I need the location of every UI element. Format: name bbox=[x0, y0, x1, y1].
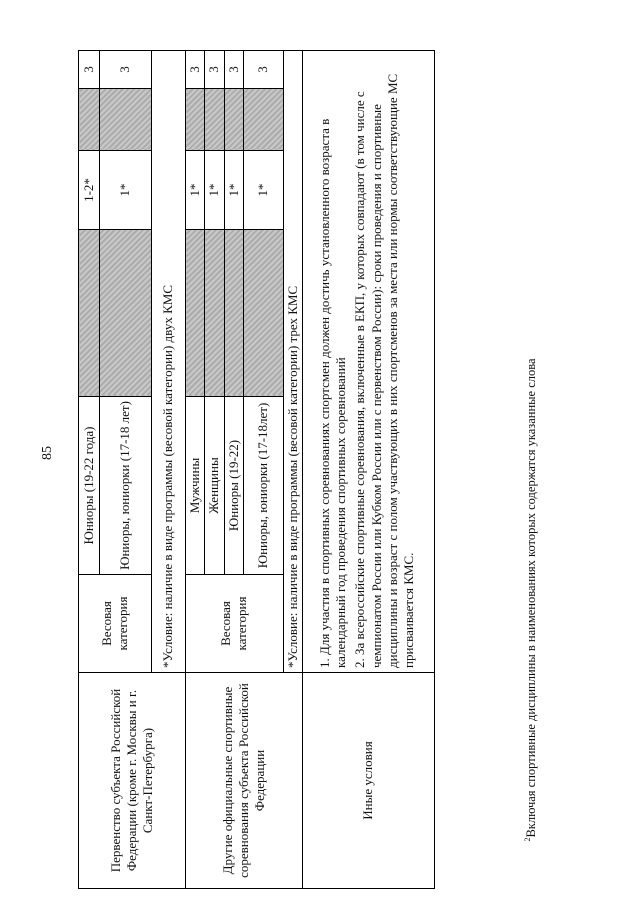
group-cell: Мужчины bbox=[186, 397, 205, 575]
condition-note: *Условие: наличие в виде программы (весовой категории) трех КМС bbox=[283, 51, 302, 673]
shaded-cell bbox=[100, 89, 152, 151]
qty-cell: 3 bbox=[224, 51, 243, 89]
place-cell: 1* bbox=[186, 151, 205, 230]
table-row bbox=[79, 51, 100, 889]
other-condition-paragraph: 2. За всероссийские спортивные соревнования, включенные в ЕКП, у которых совпадают (в том числе с чемпионатом России или Кубком России или с первенством России): сроки проведения и спортивные дисциплины и возраст с полом участвующих в них спортсменов за места или нормы соответствующие МС присваивается КМС. bbox=[352, 73, 416, 668]
footnote-marker: 2 bbox=[522, 837, 532, 842]
shaded-cell bbox=[205, 89, 224, 151]
table-row bbox=[186, 51, 205, 889]
qualification-table bbox=[78, 50, 435, 889]
qty-cell: 3 bbox=[205, 51, 224, 89]
qty-cell: 3 bbox=[186, 51, 205, 89]
place-cell: 1-2* bbox=[79, 151, 100, 230]
competition-cell: Первенство субъекта Российской Федерации (кроме г. Москвы и г. Санкт-Петербурга) bbox=[79, 673, 186, 889]
shaded-cell bbox=[186, 230, 205, 397]
shaded-cell bbox=[79, 89, 100, 151]
shaded-cell bbox=[186, 89, 205, 151]
group-cell: Женщины bbox=[205, 397, 224, 575]
discipline-cell: Весовая категория bbox=[79, 575, 152, 673]
other-conditions-label: Иные условия bbox=[303, 673, 435, 889]
other-condition-paragraph: 1. Для участия в спортивных соревнованиях спортсмен должен достичь установленного возраста в календарный год проведения спортивных соревнований bbox=[316, 118, 348, 668]
place-cell: 1* bbox=[224, 151, 243, 230]
table-row bbox=[303, 51, 435, 889]
place-cell: 1* bbox=[100, 151, 152, 230]
footnote-text: Включая спортивные дисциплины в наименованиях которых содержатся указанные слова bbox=[524, 358, 539, 838]
qty-cell: 3 bbox=[243, 51, 283, 89]
other-conditions-text bbox=[303, 51, 435, 673]
qty-cell: 3 bbox=[100, 51, 152, 89]
shaded-cell bbox=[100, 230, 152, 397]
place-cell: 1* bbox=[205, 151, 224, 230]
group-cell: Юниоры, юниорки (17-18лет) bbox=[243, 397, 283, 575]
group-cell: Юниоры (19-22) bbox=[224, 397, 243, 575]
group-cell: Юниоры, юниорки (17-18 лет) bbox=[100, 397, 152, 575]
rotated-table-container bbox=[78, 51, 433, 889]
group-cell: Юниоры (19-22 года) bbox=[79, 397, 100, 575]
shaded-cell bbox=[243, 89, 283, 151]
shaded-cell bbox=[205, 230, 224, 397]
condition-note: *Условие: наличие в виде программы (весовой категории) двух КМС bbox=[152, 51, 186, 673]
shaded-cell bbox=[79, 230, 100, 397]
page-number: 85 bbox=[40, 446, 55, 460]
competition-cell: Другие официальные спортивные соревнования субъекта Российской Федерации bbox=[186, 673, 303, 889]
shaded-cell bbox=[224, 230, 243, 397]
discipline-cell: Весовая категория bbox=[186, 575, 284, 673]
footnote bbox=[523, 358, 539, 841]
qty-cell: 3 bbox=[79, 51, 100, 89]
shaded-cell bbox=[243, 230, 283, 397]
place-cell: 1* bbox=[243, 151, 283, 230]
shaded-cell bbox=[224, 89, 243, 151]
